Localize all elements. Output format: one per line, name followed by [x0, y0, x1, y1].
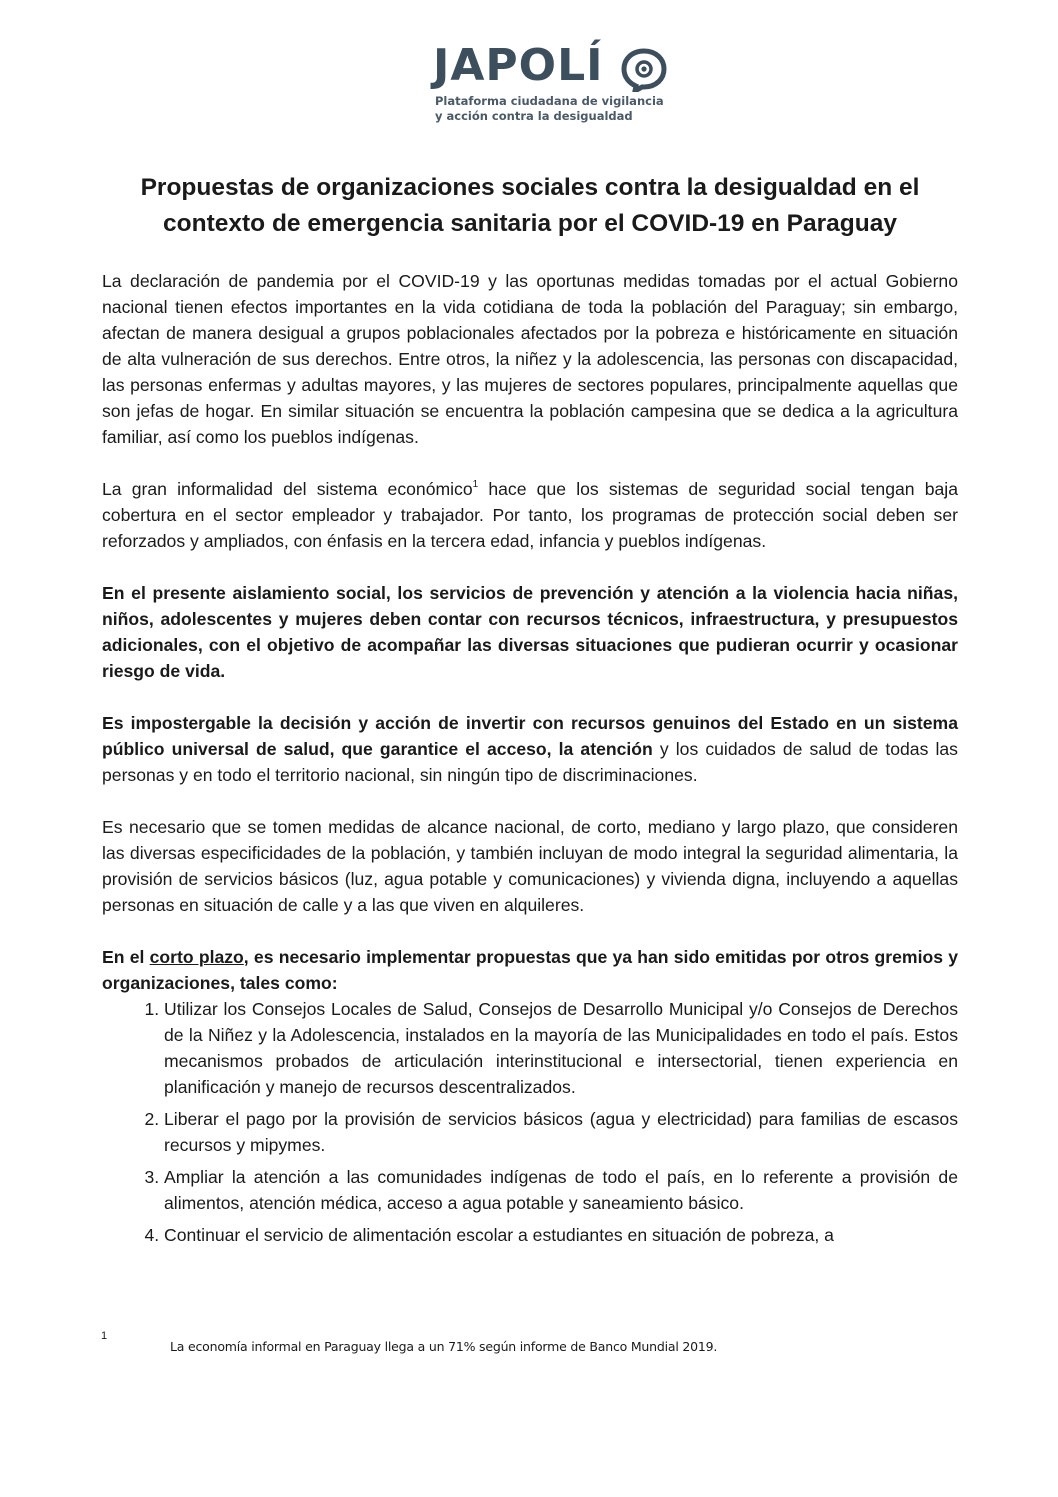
paragraph-informality: [102, 476, 958, 554]
speech-bubble-eye-icon: [621, 48, 667, 92]
paragraph-violence-services: En el presente aislamiento social, los servicios de prevención y atención a la violencia hacia niñas, niños, adolescentes y mujeres deben contar con recursos técnicos, infraestructura, y presupuestos adicionales, con el objetivo de acompañar las diversas situaciones que pudieran ocurrir y ocasionar riesgo de vida.: [102, 583, 958, 681]
footnote-text: La economía informal en Paraguay llega a un 71% según informe de Banco Mundial 2019.: [170, 1339, 718, 1354]
short-term-rest: , es necesario implementar propuestas que ya han sido emitidas por otros gremios y organizaciones, tales como:: [102, 947, 958, 993]
logo-tagline: [435, 94, 664, 124]
list-item: 3. Ampliar la atención a las comunidades indígenas de todo el país, en lo referente a provisión de alimentos, atención médica, acceso a agua potable y saneamiento básico.: [164, 1164, 958, 1216]
footnote-reference: 1: [472, 479, 479, 491]
paragraph-informality-text-cont: hace que los sistemas de seguridad social tengan baja cobertura en el sector empleador y trabajador. Por tanto, los programas de protección social deben ser reforzados y ampliados, con énfasis en la tercera edad, infancia y pueblos indígenas.: [102, 479, 958, 551]
paragraph-national-measures: Es necesario que se tomen medidas de alcance nacional, de corto, mediano y largo plazo, que consideren las diversas especificidades de la población, y también incluyan de modo integral la seguridad alimentaria, la provisión de servicios básicos (luz, agua potable y comunicaciones) y vivienda digna, incluyendo a aquellas personas en situación de calle y a las que viven en alquileres.: [102, 817, 958, 915]
paragraph-public-health-normal: y los cuidados de salud de todas las personas y en todo el territorio nacional, sin ningún tipo de discriminaciones.: [102, 739, 958, 785]
japoli-logo: [433, 40, 673, 130]
list-item: 1. Utilizar los Consejos Locales de Salud, Consejos de Desarrollo Municipal y/o Consejos de Derechos de la Niñez y la Adolescencia, instalados en la mayoría de las Municipalidades en todo el país. Estos mecanismos probados de articulación interinstitucional e intersectorial, tienen experiencia en planificación y manejo de recursos descentralizados.: [164, 996, 958, 1100]
footnote-number: 1: [101, 1330, 108, 1342]
paragraph-short-term-intro: [102, 944, 958, 996]
document-body: [102, 268, 958, 1254]
logo-wordmark: JAPOLÍ: [433, 40, 604, 91]
list-item: 2. Liberar el pago por la provisión de servicios básicos (agua y electricidad) para familias de escasos recursos y mipymes.: [164, 1106, 958, 1158]
paragraph-pandemic-context: La declaración de pandemia por el COVID-19 y las oportunas medidas tomadas por el actual Gobierno nacional tienen efectos importantes en la vida cotidiana de toda la población del Paraguay; sin embargo, afectan de manera desigual a grupos poblacionales afectados por la pobreza e históricamente en situación de alta vulneración de sus derechos. Entre otros, la niñez y la adolescencia, las personas con discapacidad, las personas enfermas y adultas mayores, y las mujeres de sectores populares, principalmente aquellas que son jefas de hogar. En similar situación se encuentra la población campesina que se dedica a la agricultura familiar, así como los pueblos indígenas.: [102, 271, 958, 447]
paragraph-informality-text: La gran informalidad del sistema económico: [102, 479, 473, 499]
logo-tagline-line2: y acción contra la desigualdad: [435, 109, 633, 123]
short-term-underlined: corto plazo: [149, 947, 244, 967]
short-term-lead: En el: [102, 947, 150, 967]
short-term-proposals-list: [102, 996, 958, 1248]
logo-tagline-line1: Plataforma ciudadana de vigilancia: [435, 94, 664, 108]
paragraph-public-health-bold: Es impostergable la decisión y acción de invertir con recursos genuinos del Estado en un sistema público universal de salud, que garantice el acceso, la atención: [102, 713, 958, 759]
document-title: Propuestas de organizaciones sociales contra la desigualdad en el contexto de emergencia sanitaria por el COVID-19 en Paraguay: [140, 174, 920, 237]
paragraph-public-health: [102, 710, 958, 788]
list-item: 4. Continuar el servicio de alimentación escolar a estudiantes en situación de pobreza, a: [164, 1222, 958, 1248]
